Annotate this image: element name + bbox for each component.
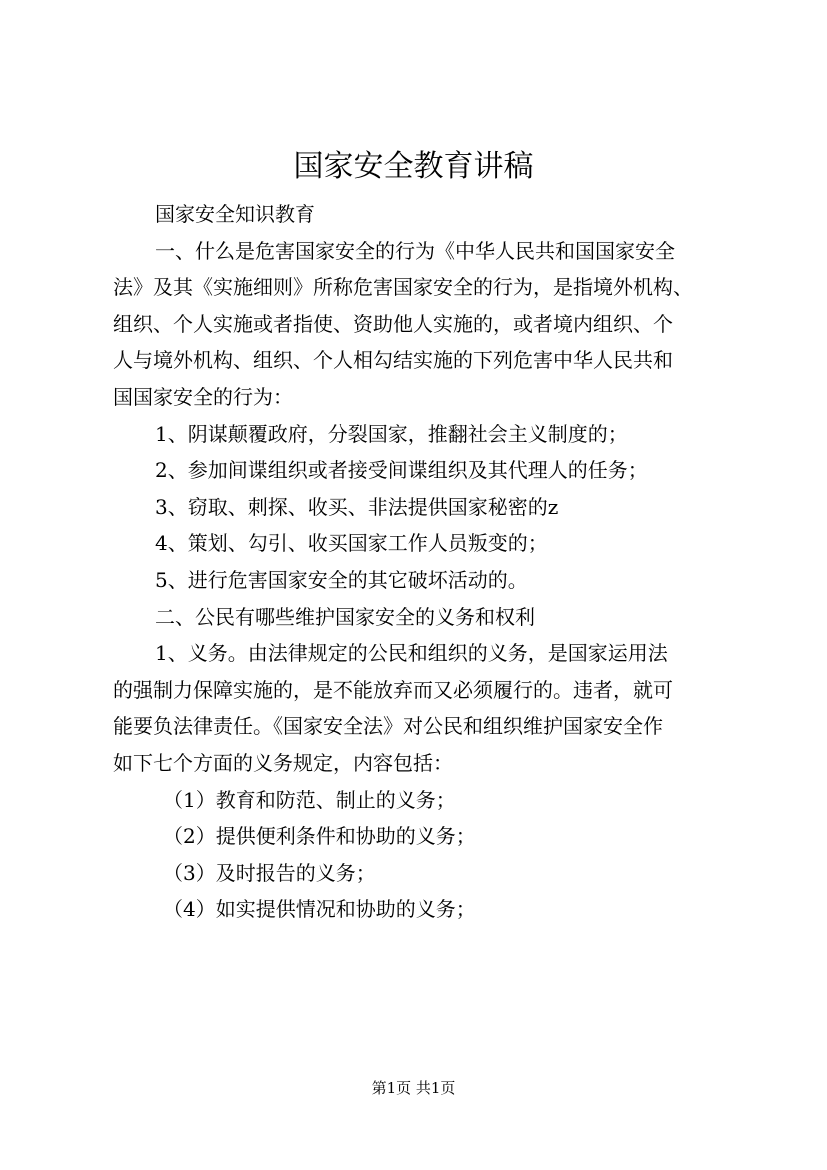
page-footer: 第1页 共1页 (371, 1079, 456, 1097)
list-item: 1、阴谋颠覆政府，分裂国家，推翻社会主义制度的； (155, 421, 628, 446)
list-item: （2）提供便利条件和协助的义务； (163, 824, 476, 849)
list-item: 4、策划、勾引、收买国家工作人员叛变的； (155, 531, 548, 556)
paragraph-line: 组织、个人实施或者指使、资助他人实施的，或者境内组织、个 (113, 311, 673, 336)
section-heading: 二、公民有哪些维护国家安全的义务和权利 (155, 604, 535, 629)
paragraph-line: 的强制力保障实施的，是不能放弃而又必须履行的。违者，就可 (113, 677, 673, 702)
paragraph-line: 人与境外机构、组织、个人相勾结实施的下列危害中华人民共和 (113, 348, 673, 373)
list-item: 2、参加间谍组织或者接受间谍组织及其代理人的任务； (155, 458, 648, 483)
list-item: （1）教育和防范、制止的义务； (163, 787, 456, 812)
document-body (113, 196, 723, 928)
paragraph-line: 如下七个方面的义务规定，内容包括： (113, 750, 453, 775)
list-item: （4）如实提供情况和协助的义务； (163, 897, 476, 922)
paragraph-line: 国国家安全的行为： (113, 384, 293, 409)
list-item: （3）及时报告的义务； (163, 860, 376, 885)
list-item: 3、窃取、刺探、收买、非法提供国家秘密的z (155, 494, 559, 519)
paragraph-line: 能要负法律责任。《国家安全法》对公民和组织维护国家安全作 (113, 714, 663, 739)
paragraph-line: 1、义务。由法律规定的公民和组织的义务，是国家运用法 (155, 641, 668, 666)
paragraph-line: 一、什么是危害国家安全的行为《中华人民共和国国家安全 (155, 238, 675, 263)
list-item: 5、进行危害国家安全的其它破坏活动的。 (155, 567, 528, 592)
document-title: 国家安全教育讲稿 (293, 149, 534, 184)
section-heading: 国家安全知识教育 (155, 202, 315, 226)
paragraph-line: 法》及其《实施细则》所称危害国家安全的行为，是指境外机构、 (113, 275, 693, 300)
